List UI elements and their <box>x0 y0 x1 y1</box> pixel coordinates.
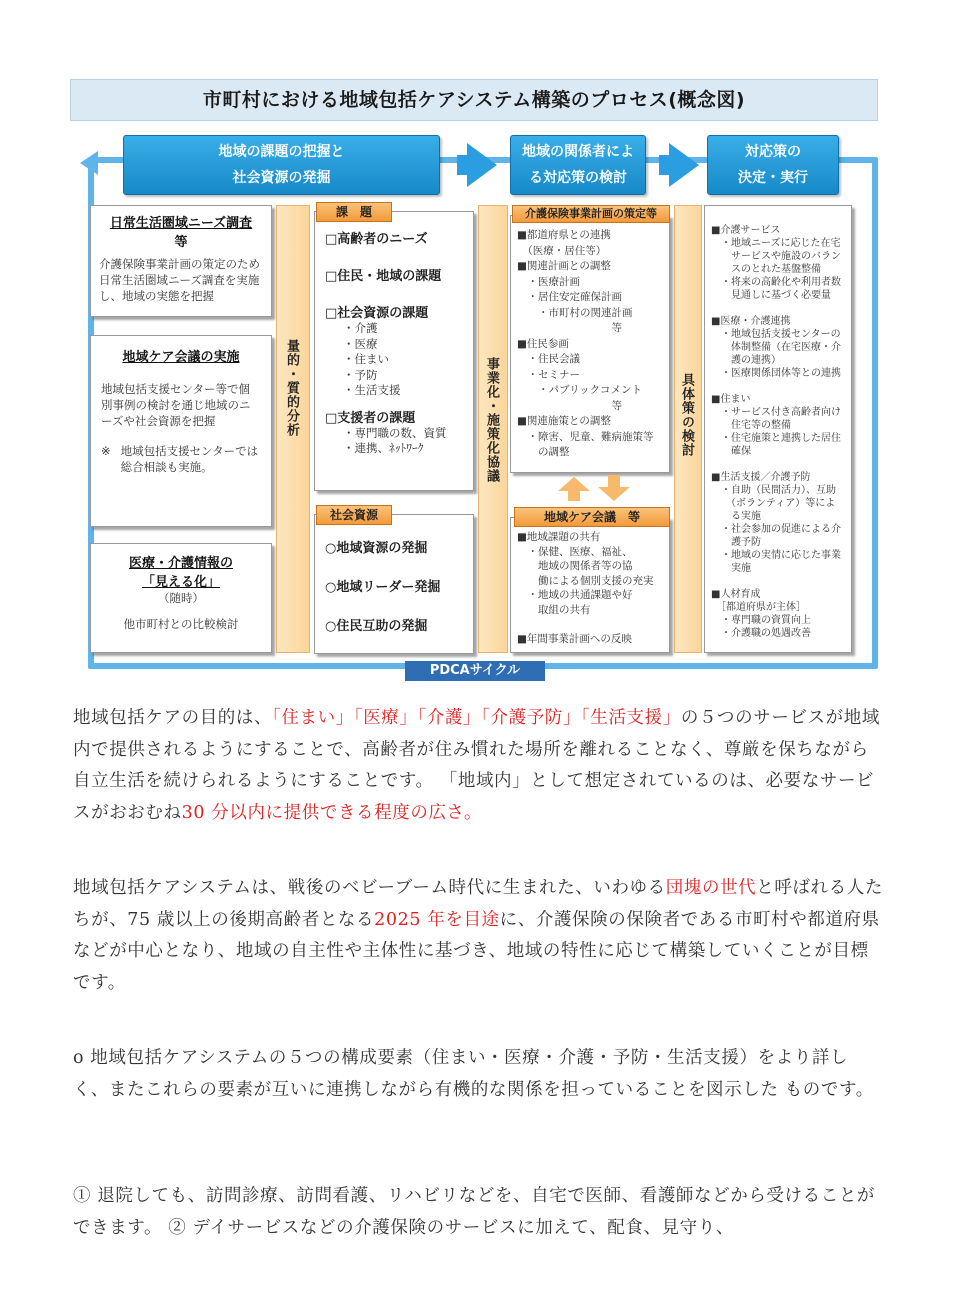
needs-survey-title: 日常生活圏域ニーズ調査 <box>109 216 253 231</box>
paragraph-system-goal <box>73 873 883 999</box>
action-line: ・サービス付き高齢者向け <box>711 407 841 418</box>
care-meeting-card <box>90 335 272 527</box>
action-line: ・専門職の資質向上 <box>711 615 811 626</box>
needs-survey-title-suffix: 等 <box>174 235 188 250</box>
right-arrow-icon <box>669 143 699 187</box>
needs-survey-card <box>90 205 272 317</box>
diagram-title: 市町村における地域包括ケアシステム構築のプロセス(概念図) <box>202 89 746 111</box>
care-meeting-line: ■地域課題の共有 <box>517 531 601 543</box>
up-arrow-stem <box>568 489 580 501</box>
care-meeting-detail-card <box>510 517 670 653</box>
issue-sub-item: ・予防 <box>343 367 378 382</box>
care-meeting-line: ・地域の共通課題や好 <box>517 589 633 601</box>
plan-line: （医療・居住等） <box>517 244 607 257</box>
action-line: 護予防 <box>711 537 761 548</box>
pdca-label: PDCAサイクル <box>405 661 545 681</box>
step1-line2: 社会資源の発掘 <box>232 170 331 186</box>
resource-local: ○地域資源の発掘 <box>325 541 428 556</box>
plan-line: ・住民会議 <box>517 353 580 365</box>
step2-line2: る対応策の検討 <box>529 170 627 186</box>
step1-line1: 地域の課題の把握と <box>218 144 345 160</box>
issue-sub-item: ・専門職の数、資質 <box>343 425 447 440</box>
purpose-text-2: の５つのサービスが地域内で提供されるようにすることで、高齢者が住み慣れた場所を離れることなく、尊厳を保ちながら自立生活を続けられるようにすることです。 「地域内」として想定されているのは、必要なサービスがおおむね <box>73 708 880 823</box>
action-line: ■医療・介護連携 <box>711 316 791 327</box>
action-line: ・介護職の処遇改善 <box>711 628 811 639</box>
action-line: ・医療関係団体等との連携 <box>711 368 841 379</box>
action-line <box>711 380 845 393</box>
action-line: ■人材育成 <box>711 589 761 600</box>
issue-sub-item: ・連携、ﾈｯﾄﾜｰｸ <box>343 441 424 455</box>
issue-sub-item: ・住まい <box>343 352 389 366</box>
plan-line: ■関連施策との調整 <box>517 415 611 427</box>
plan-line: ・居住安定確保計画 <box>517 291 622 303</box>
pdca-arrowhead <box>80 151 98 175</box>
action-line: ・地域包括支援センターの <box>711 329 841 340</box>
visualization-title-2: 「見える化」 <box>141 575 220 590</box>
paragraph-services: ① 退院しても、訪問診療、訪問看護、リハビリなどを、自宅で医師、看護師などから受けることができます。 ② デイサービスなどの介護保険のサービスに加えて、配食、見守り、 <box>73 1186 876 1238</box>
action-line: 確保 <box>711 446 751 457</box>
goal-text-1: 地域包括ケアシステムは、戦後のベビーブーム時代に生まれた、いわゆる <box>73 878 666 898</box>
step3-box <box>707 135 839 195</box>
plan-line: ■住民参画 <box>517 337 569 350</box>
action-line: ・将来の高齢化や利用者数 <box>711 277 841 288</box>
care-meeting-body: 地域包括支援センター等で個別事例の検討を通じ地域のニーズや社会資源を把握 <box>101 382 251 428</box>
right-arrow-icon <box>467 143 497 187</box>
resource-mutual-aid: ○住民互助の発掘 <box>325 619 428 634</box>
action-line: スのとれた基盤整備 <box>711 264 821 275</box>
resources-tag: 社会資源 <box>316 505 392 525</box>
visualization-card <box>90 543 272 653</box>
care-meeting-line: 取組の共有 <box>517 603 591 616</box>
action-line: ・社会参加の促進による介 <box>711 524 841 535</box>
issue-sub-item: ・介護 <box>343 321 378 335</box>
issue-sub-item: ・生活支援 <box>343 383 401 397</box>
paragraph-purpose <box>73 703 883 829</box>
care-meeting-line <box>517 617 663 632</box>
step2-box <box>510 135 646 195</box>
issue-social-resources: □社会資源の課題 <box>325 306 429 321</box>
action-line: ［都道府県が主体］ <box>711 602 806 613</box>
action-line: サービスや施設のバラン <box>711 251 841 262</box>
concrete-label: 具体策の検討 <box>679 373 694 457</box>
issue-sub-item: ・医療 <box>343 336 378 351</box>
issue-supporters-subs <box>325 426 463 457</box>
issue-supporters: □支援者の課題 <box>325 410 416 426</box>
action-line: ・地域ニーズに応じた在宅 <box>711 238 841 249</box>
plan-line: ・医療計画 <box>517 275 580 288</box>
action-line: ■介護サービス <box>711 225 781 236</box>
visualization-title-3: （随時） <box>158 591 204 605</box>
analysis-label: 量的・質的分析 <box>284 339 299 437</box>
plan-line: 等 <box>517 322 622 334</box>
plan-line: の調整 <box>517 446 570 458</box>
action-line <box>711 575 845 588</box>
resources-card <box>314 514 474 654</box>
action-line: 護の連携） <box>711 355 781 366</box>
process-diagram <box>70 77 878 683</box>
action-line: 見通しに基づく必要量 <box>711 290 831 301</box>
goal-highlight-2025: 2025 年を目途 <box>374 909 500 930</box>
plan-line: ■関連計画との調整 <box>517 260 611 272</box>
action-line: る実施 <box>711 511 761 522</box>
goal-highlight-babyboom: 団塊の世代 <box>665 878 757 898</box>
paragraph-components: o 地域包括ケアシステムの５つの構成要素（住まい・医療・介護・予防・生活支援）をより詳しく、またこれらの要素が互いに連携しながら有機的な関係を担っていることを図示した ものです。 <box>73 1048 874 1100</box>
visualization-title-1: 医療・介護情報の <box>128 556 233 571</box>
care-meeting-note <box>101 443 261 475</box>
down-arrow-icon <box>598 487 630 501</box>
visualization-body: 他市町村との比較検討 <box>123 617 239 631</box>
care-meeting-line: 働による個別支援の充実 <box>517 574 654 587</box>
plan-tag: 介護保険事業計画の策定等 <box>512 205 670 223</box>
care-meeting-lines <box>517 530 663 646</box>
purpose-text-1: 地域包括ケアの目的は、 <box>73 708 273 728</box>
issues-tag: 課 題 <box>316 202 392 222</box>
plan-lines <box>517 228 663 461</box>
action-line <box>711 458 845 471</box>
care-meeting-line: 地域の関係者等の協 <box>517 560 633 572</box>
goal-text-2: と呼ばれる人たちが、75 歳以上の後期高齢者となる <box>73 878 883 930</box>
plan-line: ・障害、児童、難病施策等 <box>517 430 654 443</box>
care-meeting-line: ・保健、医療、福祉、 <box>517 545 633 558</box>
goal-text-3: に、介護保険の保険者である市町村や都道府県などが中心となり、地域の自主性や主体性に基づき、地域の特性に応じて構築していくことが目標です。 <box>73 909 880 993</box>
purpose-highlight-30min: 30 分以内に提供できる程度の広さ。 <box>181 802 483 823</box>
care-meeting-line: ■年間事業計画への反映 <box>517 632 632 645</box>
action-line: ・地域の実情に応じた事業 <box>711 550 841 561</box>
step2-line1: 地域の関係者によ <box>522 144 634 160</box>
action-line: 住宅等の整備 <box>711 420 791 431</box>
step1-box <box>123 135 440 195</box>
care-meeting-tag: 地域ケア会議 等 <box>514 507 670 527</box>
note-mark: ※ <box>101 444 111 458</box>
care-meeting-title: 地域ケア会議の実施 <box>122 350 240 365</box>
down-arrow-stem <box>608 475 620 487</box>
purpose-highlight-services: 「住まい」「医療」「介護」「介護予防」「生活支援」 <box>272 708 681 728</box>
issues-card <box>314 211 474 491</box>
issue-social-resources-subs <box>325 321 463 399</box>
plan-line: ・セミナー <box>517 368 580 381</box>
action-line: ■住まい <box>711 394 751 405</box>
plan-line: 等 <box>517 399 622 412</box>
step3-line1: 対応策の <box>745 144 801 160</box>
plan-line: ・市町村の関連計画 <box>517 306 633 319</box>
action-line: （ボランティア）等によ <box>711 498 836 509</box>
plan-card <box>510 215 670 473</box>
action-line: ■生活支援／介護予防 <box>711 472 811 483</box>
action-line: ・自助（民間活力）、互助 <box>711 485 836 496</box>
needs-survey-body: 介護保険事業計画の策定のため日常生活圏域ニーズ調査を実施し、地域の実態を把握 <box>99 257 260 303</box>
policy-label: 事業化・施策化協議 <box>484 357 499 483</box>
action-line <box>711 302 845 315</box>
plan-line: ■都道府県との連携 <box>517 229 611 241</box>
resource-leader: ○地域リーダー発掘 <box>325 580 441 595</box>
step3-line2: 決定・実行 <box>738 170 808 186</box>
note-text: 地域包括支援センターでは総合相談も実施。 <box>120 444 259 474</box>
actions-card <box>704 205 852 653</box>
action-line: 体制整備（在宅医療・介 <box>711 342 841 353</box>
action-lines <box>711 224 845 640</box>
action-line: ・住宅施策と連携した居住 <box>711 433 841 444</box>
issue-elderly-needs: □高齢者のニーズ <box>325 232 428 247</box>
issue-community: □住民・地域の課題 <box>325 269 442 284</box>
plan-line: ・パブリックコメント <box>517 384 642 396</box>
action-line: 実施 <box>711 563 751 574</box>
